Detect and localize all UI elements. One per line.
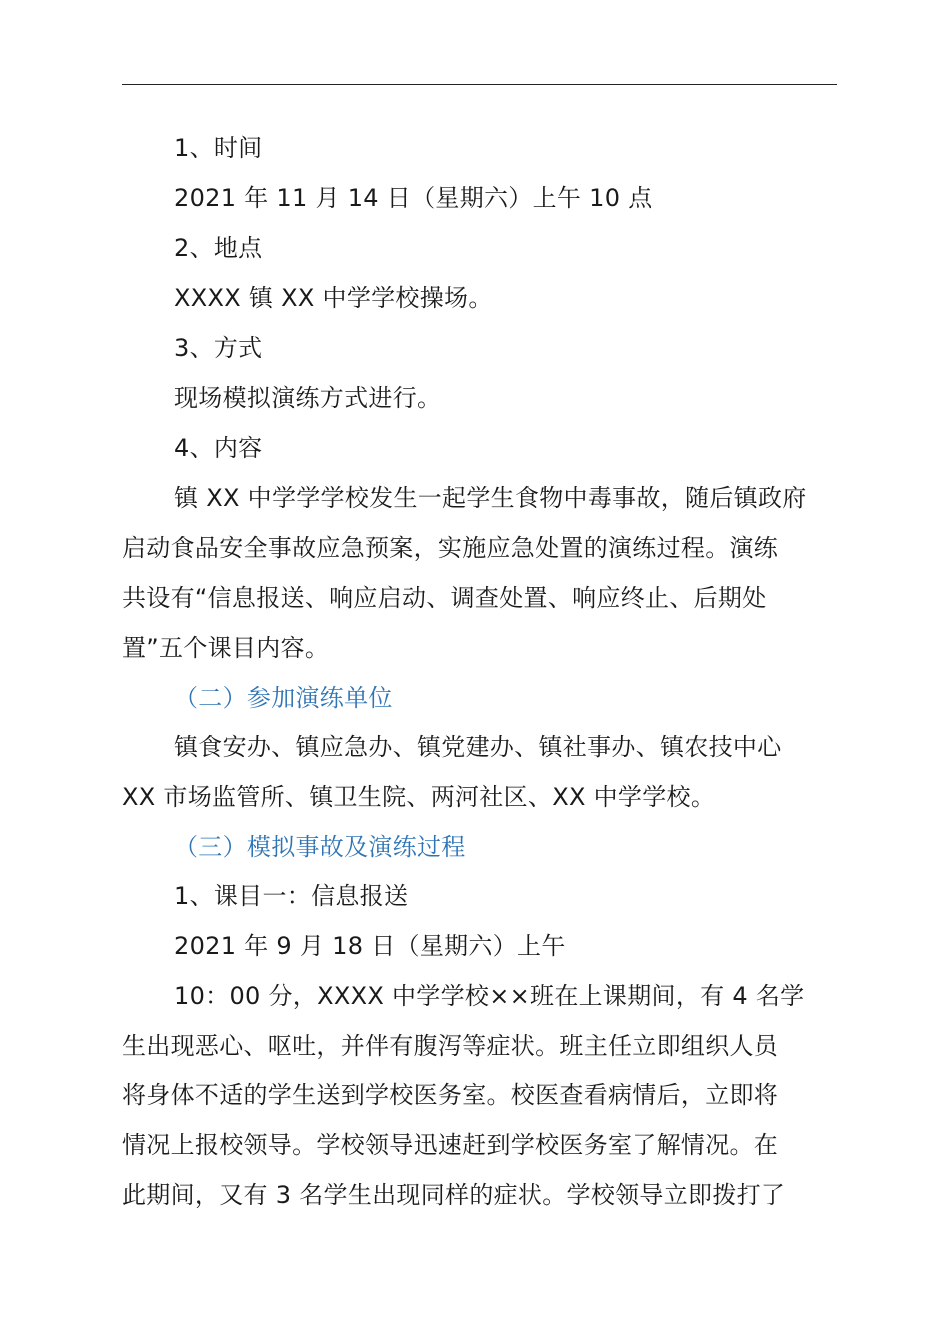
paragraph-line: 此期间，又有 3 名学生出现同样的症状。学校领导立即拨打了 bbox=[122, 1181, 786, 1209]
paragraph-line: 置”五个课目内容。 bbox=[122, 634, 330, 662]
paragraph-line: XX 市场监管所、镇卫生院、两河社区、XX 中学学校。 bbox=[122, 783, 716, 811]
item-line: 现场模拟演练方式进行。 bbox=[174, 384, 442, 412]
paragraph-line: 镇食安办、镇应急办、镇党建办、镇社事办、镇农技中心 bbox=[174, 733, 782, 761]
section-heading: （三）模拟事故及演练过程 bbox=[174, 833, 466, 861]
item-line: 1、时间 bbox=[174, 134, 263, 162]
item-line: 2、地点 bbox=[174, 234, 263, 262]
item-line: XXXX 镇 XX 中学学校操场。 bbox=[174, 284, 493, 312]
paragraph-line: 启动食品安全事故应急预案，实施应急处置的演练过程。演练 bbox=[122, 534, 779, 562]
paragraph-line: 共设有“信息报送、响应启动、调查处置、响应终止、后期处 bbox=[122, 584, 767, 612]
paragraph-line: 将身体不适的学生送到学校医务室。校医查看病情后，立即将 bbox=[122, 1081, 779, 1109]
item-line: 1、课目一：信息报送 bbox=[174, 882, 409, 910]
paragraph-line: 生出现恶心、呕吐，并伴有腹泻等症状。班主任立即组织人员 bbox=[122, 1032, 779, 1060]
paragraph-line: 镇 XX 中学学学校发生一起学生食物中毒事故，随后镇政府 bbox=[174, 484, 807, 512]
section-heading: （二）参加演练单位 bbox=[174, 684, 393, 712]
item-line: 4、内容 bbox=[174, 434, 263, 462]
item-line: 3、方式 bbox=[174, 334, 263, 362]
item-line: 2021 年 11 月 14 日（星期六）上午 10 点 bbox=[174, 184, 653, 212]
header-rule bbox=[122, 84, 837, 85]
paragraph-line: 情况上报校领导。学校领导迅速赶到学校医务室了解情况。在 bbox=[122, 1131, 779, 1159]
item-line: 2021 年 9 月 18 日（星期六）上午 bbox=[174, 932, 566, 960]
paragraph-line: 10：00 分，XXXX 中学学校××班在上课期间，有 4 名学 bbox=[174, 982, 805, 1010]
